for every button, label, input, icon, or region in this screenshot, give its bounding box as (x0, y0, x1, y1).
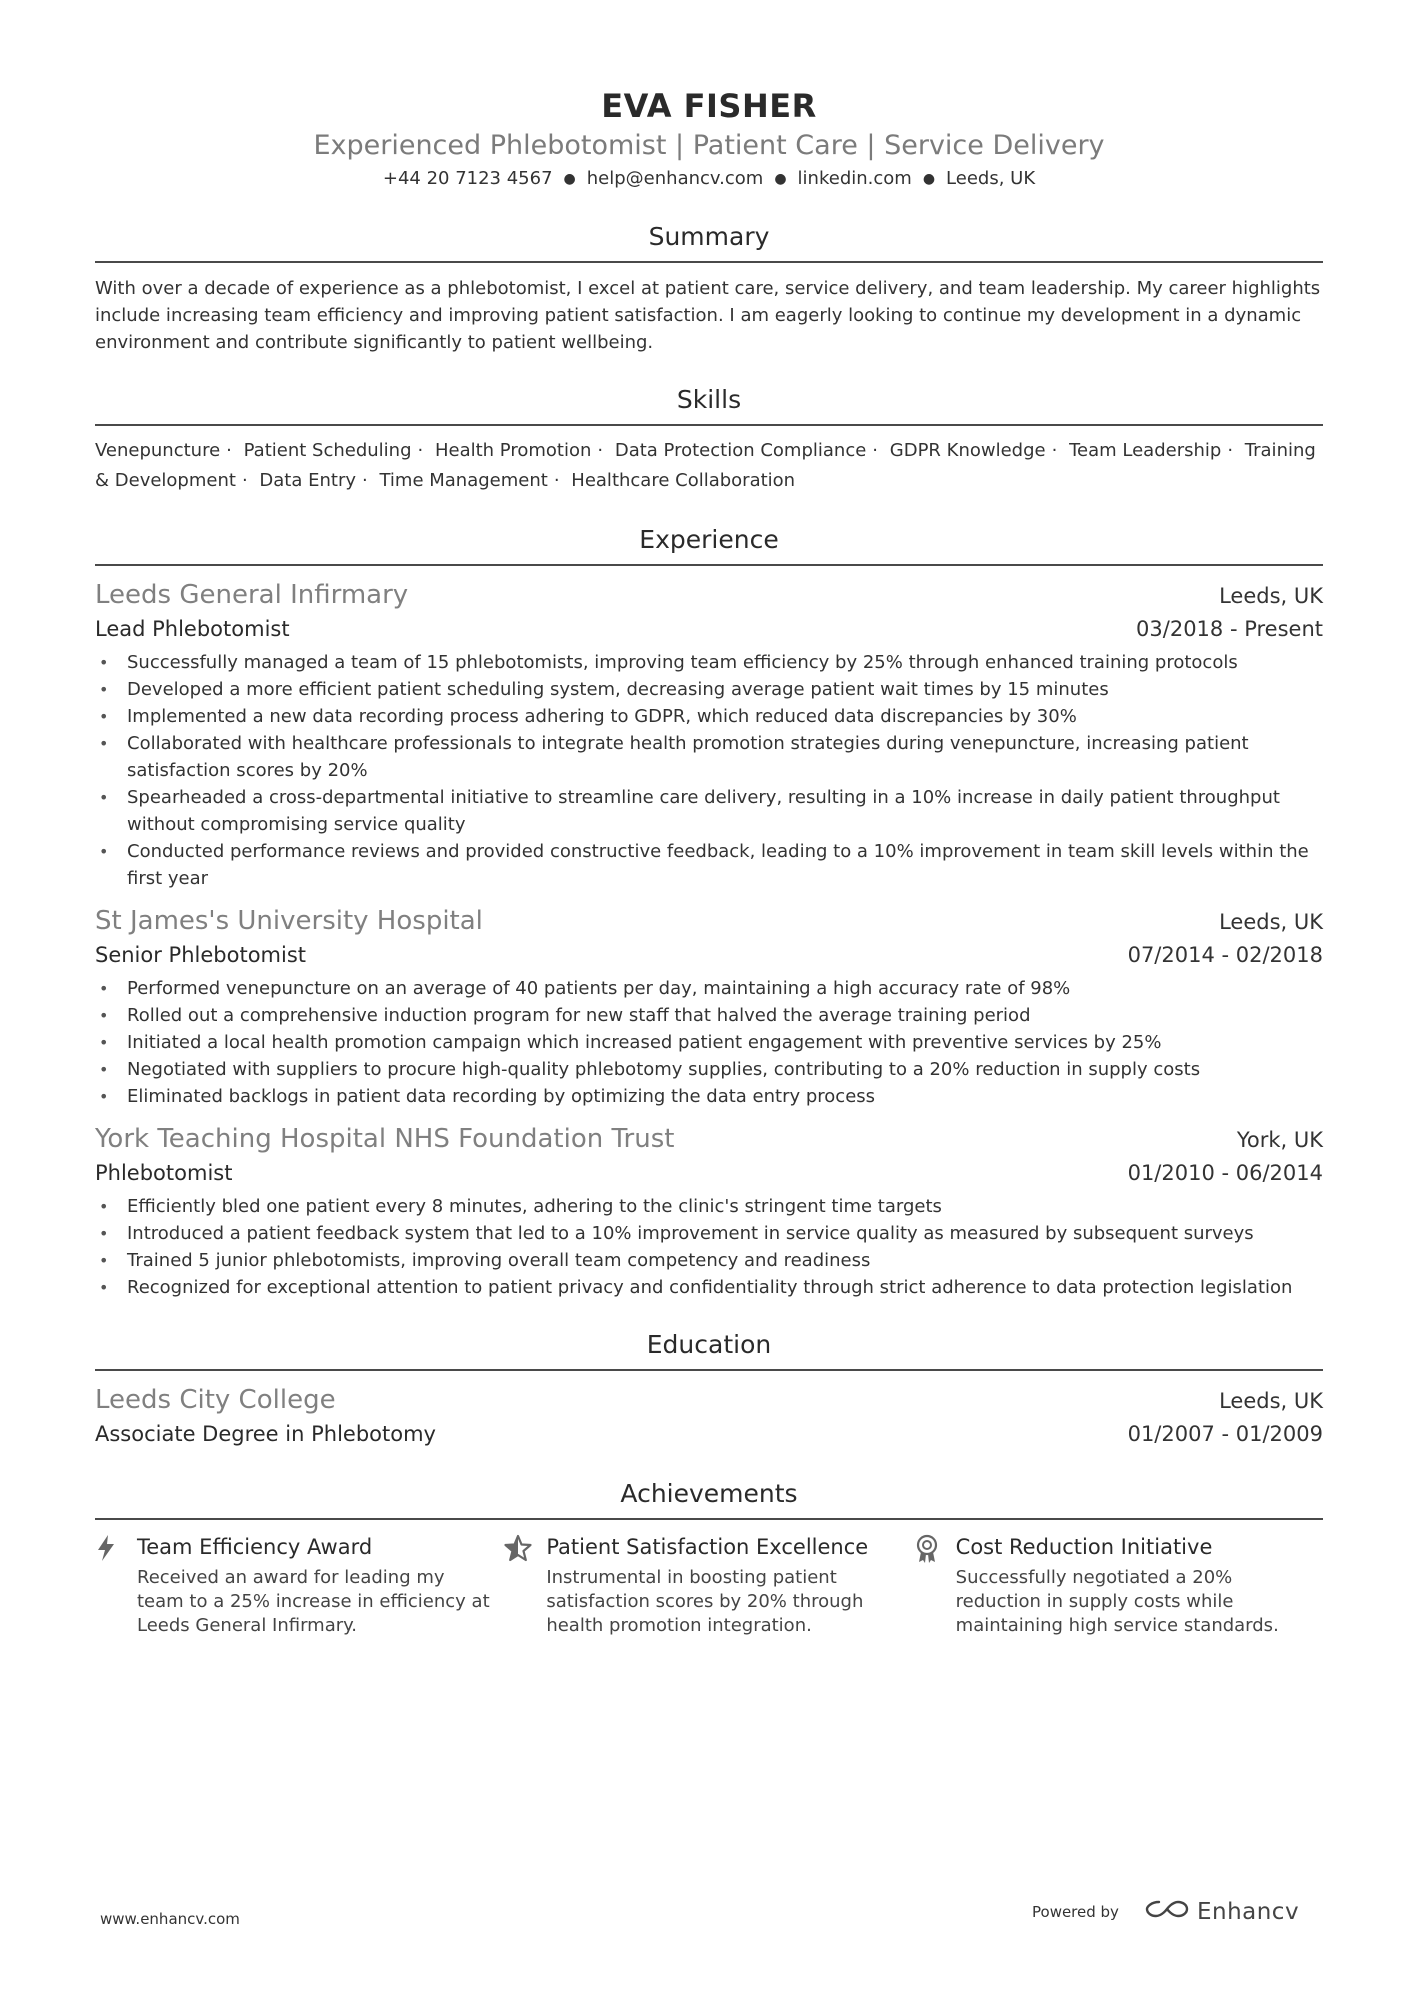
experience-entry (95, 578, 1323, 892)
job-title: Senior Phlebotomist (95, 943, 307, 967)
experience-role-row (95, 613, 1323, 645)
skill-separator: · (417, 440, 424, 461)
education-degree-row (95, 1418, 1323, 1450)
section-title-summary: Summary (95, 221, 1323, 263)
bullet-item: • Collaborated with healthcare professionals to integrate health promotion strategies during venepuncture, increasing patient satisfaction scores by 20% (95, 730, 1323, 784)
achievement-description: Instrumental in boosting patient satisfaction scores by 20% through health promotion integration. (546, 1567, 864, 1636)
achievement-bullets (95, 975, 1323, 1110)
degree-name: Associate Degree in Phlebotomy (95, 1422, 436, 1446)
candidate-name: EVA FISHER (601, 87, 817, 125)
achievement-title: Cost Reduction Initiative (955, 1535, 1213, 1559)
experience-header-row (95, 1122, 1323, 1157)
employment-dates: 03/2018 - Present (1136, 617, 1323, 641)
experience-role-row (95, 939, 1323, 971)
education-dates: 01/2007 - 01/2009 (1127, 1422, 1323, 1446)
job-title: Lead Phlebotomist (95, 617, 290, 641)
location-text: Leeds, UK (946, 168, 1036, 189)
achievement-title: Patient Satisfaction Excellence (546, 1535, 869, 1559)
resume-header (95, 86, 1323, 193)
resume-page (95, 86, 1323, 1638)
section-title-experience: Experience (95, 524, 1323, 566)
achievement-title: Team Efficiency Award (137, 1535, 373, 1559)
skill-separator: · (553, 470, 560, 491)
skills-section (95, 384, 1323, 496)
skill-item: Healthcare Collaboration (571, 470, 796, 491)
achievement-body (546, 1532, 913, 1638)
achievement-description: Received an award for leading my team to a 25% increase in efficiency at Leeds General Infirmary. (137, 1567, 490, 1636)
education-list (95, 1383, 1323, 1450)
skill-separator: · (226, 440, 232, 461)
achievement-body (956, 1532, 1323, 1638)
experience-entry (95, 1122, 1323, 1301)
skill-item: Training & Development (95, 440, 1316, 491)
achievements-list (95, 1532, 1323, 1638)
section-title-achievements: Achievements (95, 1478, 1323, 1520)
education-section (95, 1329, 1323, 1450)
award-badge-icon (914, 1532, 956, 1638)
achievement-body (137, 1532, 504, 1638)
separator-dot: ● (774, 171, 787, 187)
achievements-section (95, 1478, 1323, 1638)
achievement-description: Successfully negotiated a 20% reduction in supply costs while maintaining high service standards. (955, 1567, 1279, 1636)
linkedin-link[interactable]: linkedin.com (797, 168, 912, 189)
achievement-item (95, 1532, 504, 1638)
bullet-item: • Performed venepuncture on an average of 40 patients per day, maintaining a high accuracy rate of 98% (95, 975, 1323, 1002)
bullet-item: • Efficiently bled one patient every 8 minutes, adhering to the clinic's stringent time targets (95, 1193, 1323, 1220)
bullet-item: • Implemented a new data recording process adhering to GDPR, which reduced data discrepancies by 30% (95, 703, 1323, 730)
skill-item: Data Protection Compliance (614, 440, 867, 461)
experience-header-row (95, 578, 1323, 613)
enhancv-logo-icon (1145, 1898, 1189, 1925)
employment-dates: 07/2014 - 02/2018 (1127, 943, 1323, 967)
bullet-item: • Rolled out a comprehensive induction program for new staff that halved the average training period (95, 1002, 1323, 1029)
powered-by-label: Powered by (1032, 1902, 1119, 1921)
skills-list (95, 436, 1323, 496)
footer-website-link[interactable]: www.enhancv.com (100, 1910, 240, 1928)
school-name: Leeds City College (95, 1385, 336, 1415)
employer-location: Leeds, UK (1219, 910, 1323, 934)
school-location: Leeds, UK (1219, 1389, 1323, 1413)
experience-entry (95, 904, 1323, 1110)
bullet-item: • Eliminated backlogs in patient data recording by optimizing the data entry process (95, 1083, 1323, 1110)
experience-role-row (95, 1157, 1323, 1189)
contact-line (95, 166, 1323, 193)
employer-location: Leeds, UK (1219, 584, 1323, 608)
bullet-item: • Successfully managed a team of 15 phlebotomists, improving team efficiency by 25% through enhanced training protocols (95, 649, 1323, 676)
achievement-item (914, 1532, 1323, 1638)
skill-item: Patient Scheduling (243, 440, 412, 461)
phone-number: +44 20 7123 4567 (382, 168, 553, 189)
skill-separator: · (872, 440, 879, 461)
employer-name: Leeds General Infirmary (95, 580, 409, 610)
experience-header-row (95, 904, 1323, 939)
section-title-skills: Skills (95, 384, 1323, 426)
skill-separator: · (1051, 440, 1058, 461)
bullet-item: • Initiated a local health promotion campaign which increased patient engagement with preventive services by 25% (95, 1029, 1323, 1056)
bullet-item: • Spearheaded a cross-departmental initiative to streamline care delivery, resulting in a 10% increase in daily patient throughput without compromising service quality (95, 784, 1323, 838)
summary-text: With over a decade of experience as a phlebotomist, I excel at patient care, service delivery, and team leadership. My career highlights include increasing team efficiency and improving patient satisfaction. I am eagerly looking to continue my development in a dynamic environment and contribute significantly to patient wellbeing. (95, 278, 1321, 353)
skill-separator: · (1227, 440, 1234, 461)
skill-item: Health Promotion (434, 440, 592, 461)
skill-separator: · (362, 470, 368, 491)
star-icon (504, 1532, 546, 1638)
brand-name: Enhancv (1196, 1898, 1300, 1925)
bullet-item: • Introduced a patient feedback system that led to a 10% improvement in service quality as measured by subsequent surveys (95, 1220, 1323, 1247)
summary-section (95, 221, 1323, 356)
separator-dot: ● (563, 171, 576, 187)
email-link[interactable]: help@enhancv.com (586, 168, 764, 189)
bullet-item: • Recognized for exceptional attention to patient privacy and confidentiality through strict adherence to data protection legislation (95, 1274, 1323, 1301)
footer-branding (1032, 1898, 1299, 1925)
bullet-item: • Trained 5 junior phlebotomists, improving overall team competency and readiness (95, 1247, 1323, 1274)
separator-dot: ● (922, 171, 936, 187)
skill-item: Time Management (379, 470, 548, 491)
bullet-item: • Conducted performance reviews and provided constructive feedback, leading to a 10% improvement in team skill levels within the first year (95, 838, 1323, 892)
bullet-item: • Developed a more efficient patient scheduling system, decreasing average patient wait times by 15 minutes (95, 676, 1323, 703)
job-title: Phlebotomist (95, 1161, 233, 1185)
employer-name: St James's University Hospital (95, 906, 483, 936)
skill-item: Venepuncture (95, 440, 221, 461)
employer-name: York Teaching Hospital NHS Foundation Trust (95, 1124, 675, 1154)
candidate-headline: Experienced Phlebotomist | Patient Care | Service Delivery (313, 130, 1105, 161)
skill-item: Team Leadership (1069, 440, 1222, 461)
section-title-education: Education (95, 1329, 1323, 1371)
lightning-bolt-icon (95, 1532, 137, 1638)
achievement-bullets (95, 1193, 1323, 1301)
achievement-bullets (95, 649, 1323, 892)
experience-section (95, 524, 1323, 1301)
skill-separator: · (597, 440, 604, 461)
skill-separator: · (241, 470, 248, 491)
experience-list (95, 578, 1323, 1301)
employer-location: York, UK (1236, 1128, 1323, 1152)
education-header-row (95, 1383, 1323, 1418)
bullet-item: • Negotiated with suppliers to procure high-quality phlebotomy supplies, contributing to a 20% reduction in supply costs (95, 1056, 1323, 1083)
skill-item: GDPR Knowledge (889, 440, 1046, 461)
education-entry (95, 1383, 1323, 1450)
skill-item: Data Entry (259, 470, 356, 491)
achievement-item (504, 1532, 913, 1638)
employment-dates: 01/2010 - 06/2014 (1127, 1161, 1323, 1185)
